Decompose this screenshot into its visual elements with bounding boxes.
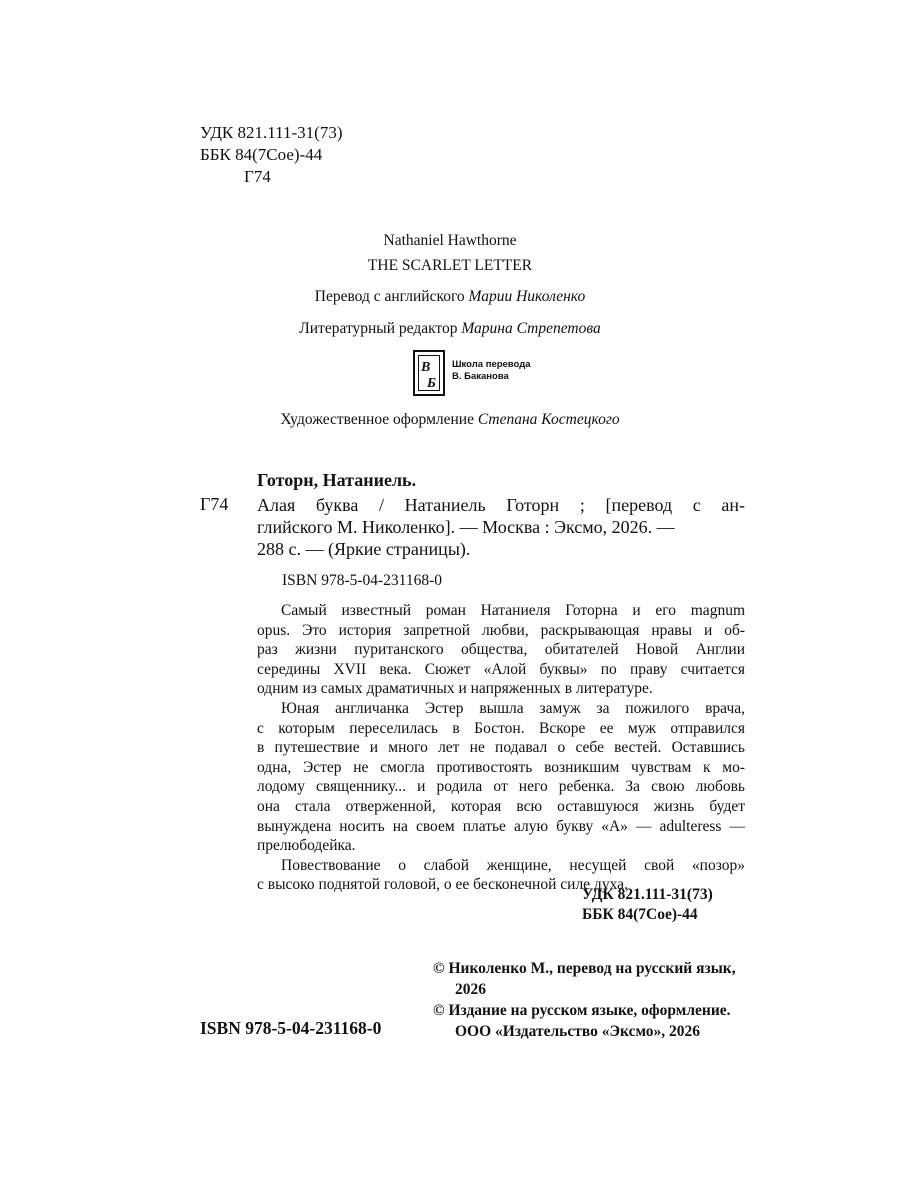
annotation-line: одним из самых драматичных и напряженных в литературе. bbox=[257, 680, 653, 698]
copyright-publisher: ООО «Издательство «Эксмо», 2026 bbox=[455, 1023, 701, 1040]
copyright-block bbox=[433, 958, 736, 1042]
annotation bbox=[257, 601, 745, 895]
translation-school-logo bbox=[413, 350, 445, 396]
bib-author-heading: Готорн, Натаниель. bbox=[257, 470, 417, 490]
bib-line: Алая буква / Натаниель Готорн ; [перевод с ан- bbox=[257, 495, 745, 515]
designer-name: Степана Костецкого bbox=[477, 411, 620, 428]
logo-monogram-icon bbox=[419, 356, 441, 392]
annotation-line: вынуждена носить на своем платье алую букву «A» — adulteress — bbox=[257, 817, 745, 835]
logo-mark bbox=[418, 355, 440, 391]
annotation-line: opus. Это история запретной любви, раскрывающая нравы и об- bbox=[257, 621, 745, 639]
design-prefix: Художественное оформление bbox=[280, 411, 474, 428]
original-title: THE SCARLET LETTER bbox=[367, 257, 533, 274]
bib-author-mark: Г74 bbox=[200, 494, 229, 514]
footer-classification bbox=[582, 885, 713, 924]
annotation-line: Самый известный роман Натаниеля Готорна и его magnum bbox=[281, 602, 745, 619]
annotation-line: с которым переселилась в Бостон. Вскоре ее муж отправился bbox=[257, 719, 745, 737]
svg-text:В: В bbox=[421, 360, 431, 375]
editor-name: Марина Стрепетова bbox=[461, 320, 601, 337]
design-credit bbox=[0, 411, 900, 429]
annotation-line: прелюбодейка. bbox=[257, 837, 356, 855]
udk-code-top: УДК 821.111-31(73) bbox=[200, 123, 343, 142]
annotation-line: в путешествие и много лет не подавал о себе вестей. Оставшись bbox=[257, 739, 745, 757]
logo-line-2: В. Баканова bbox=[452, 371, 509, 382]
editor-credit bbox=[0, 320, 900, 338]
logo-line-1: Школа перевода bbox=[452, 359, 531, 370]
bib-line: 288 с. — (Яркие страницы). bbox=[257, 539, 471, 559]
annotation-line: одна, Эстер не смогла противостоять возникшим чувствам к мо- bbox=[257, 758, 745, 776]
svg-text:Б: Б bbox=[427, 376, 436, 391]
copyright-translation-year: 2026 bbox=[455, 981, 486, 998]
annotation-line: Юная англичанка Эстер вышла замуж за пожилого врача, bbox=[281, 699, 745, 717]
udk-code-bottom: УДК 821.111-31(73) bbox=[582, 886, 713, 903]
footer-isbn: ISBN 978-5-04-231168-0 bbox=[200, 1018, 382, 1038]
annotation-line: лодому священнику... и родила от него ребенка. За свою любовь bbox=[257, 778, 745, 796]
copyright-edition: © Издание на русском языке, оформление. bbox=[433, 1002, 731, 1019]
copyright-translation: © Николенко М., перевод на русский язык, bbox=[433, 960, 736, 977]
bbk-code-bottom: ББК 84(7Сое)-44 bbox=[582, 905, 698, 923]
bib-description bbox=[257, 494, 745, 560]
annotation-line: она стала отверженной, которая всю оставшуюся жизнь будет bbox=[257, 797, 745, 815]
bib-isbn: ISBN 978-5-04-231168-0 bbox=[282, 572, 443, 589]
annotation-line: середины XVII века. Сюжет «Алой буквы» по праву считается bbox=[257, 660, 745, 678]
translation-credit bbox=[0, 288, 900, 306]
bib-line: глийского М. Николенко]. — Москва : Эксмо, 2026. — bbox=[257, 517, 675, 537]
original-author: Nathaniel Hawthorne bbox=[383, 232, 517, 249]
bbk-code-top: ББК 84(7Сое)-44 bbox=[200, 145, 323, 164]
annotation-line: Повествование о слабой женщине, несущей свой «позор» bbox=[281, 856, 745, 874]
translator-name: Марии Николенко bbox=[468, 288, 586, 305]
annotation-line: с высоко поднятой головой, о ее бесконечной силе духа. bbox=[257, 876, 628, 894]
annotation-line: раз жизни пуританского общества, обитателей Новой Англии bbox=[257, 641, 745, 659]
author-mark-top: Г74 bbox=[244, 167, 271, 186]
editor-prefix: Литературный редактор bbox=[299, 320, 458, 337]
logo-text bbox=[452, 359, 531, 383]
translation-prefix: Перевод с английского bbox=[314, 288, 465, 305]
